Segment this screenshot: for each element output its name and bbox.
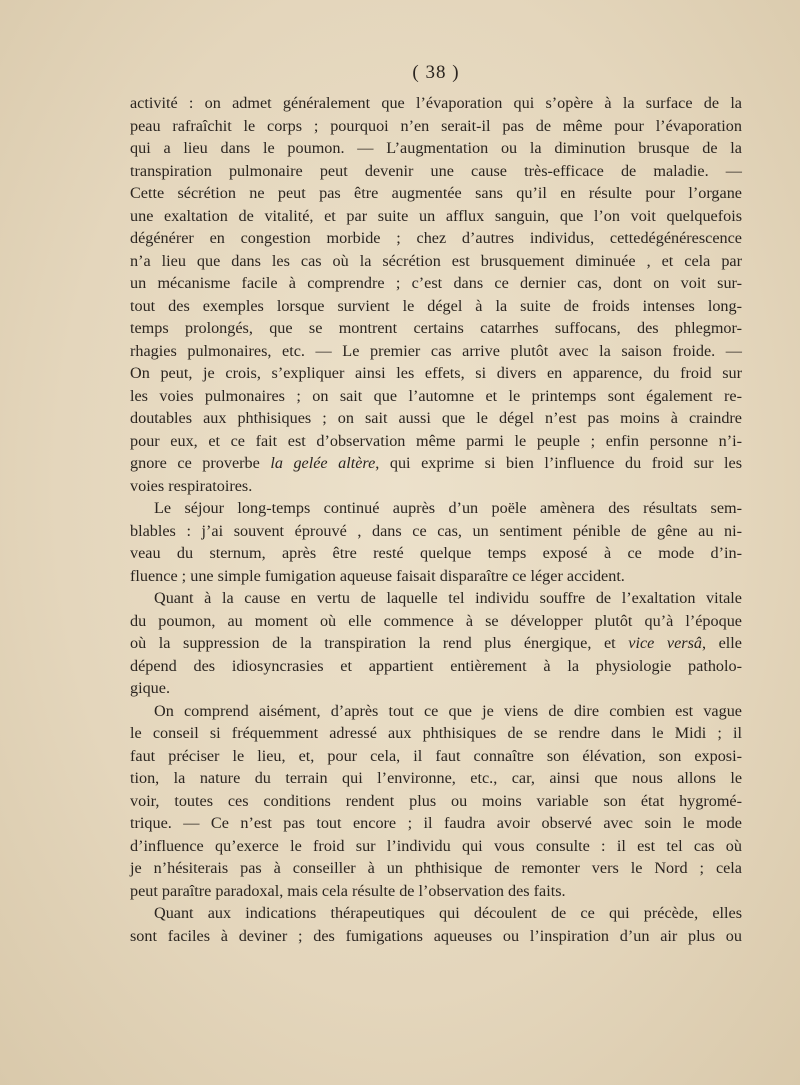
text-line: rhagies pulmonaires, etc. — Le premier cas arrive plutôt avec la saison froide. — — [130, 341, 742, 360]
text-line: pour eux, et ce fait est d’observation même parmi le peuple ; enfin personne n’i- — [130, 431, 742, 450]
text-line: peau rafraîchit le corps ; pourquoi n’en serait-il pas de même pour l’évaporation — [130, 116, 742, 135]
text-line: une exaltation de vitalité, et par suite un afflux sanguin, que l’on voit quelquefois — [130, 206, 742, 225]
italic-phrase: vice versâ — [628, 634, 702, 652]
text-line — [130, 452, 742, 475]
text-line: faut préciser le lieu, et, pour cela, il faut connaître son élévation, son exposi- — [130, 746, 742, 765]
text-line — [130, 632, 742, 655]
text-line: dépend des idiosyncrasies et appartient entièrement à la physiologie patholo- — [130, 656, 742, 675]
italic-phrase: la gelée altère — [270, 454, 376, 472]
text-line: On comprend aisément, d’après tout ce que je viens de dire combien est vague — [154, 701, 742, 720]
text-line: Quant aux indications thérapeutiques qui découlent de ce qui précède, elles — [154, 904, 742, 922]
body-text — [130, 92, 742, 947]
text-line: fluence ; une simple fumigation aqueuse faisait disparaître ce léger accident. — [130, 566, 625, 585]
text-segment: , elle — [701, 634, 742, 652]
text-line: d’influence qu’exerce le froid sur l’individu qui vous consulte : il est tel cas où — [130, 836, 742, 855]
text-line: n’a lieu que dans les cas où la sécrétion est brusquement diminuée , et cela par — [130, 251, 742, 270]
text-line: Quant à la cause en vertu de laquelle tel individu souffre de l’exaltation vitale — [154, 589, 742, 607]
text-line: Le séjour long-temps continué auprès d’un poële amènera des résultats sem- — [154, 499, 742, 517]
text-line: transpiration pulmonaire peut devenir une cause très-efficace de maladie. — — [130, 161, 742, 180]
text-line: activité : on admet généralement que l’évaporation qui s’opère à la surface de la — [130, 94, 742, 112]
page — [130, 58, 742, 947]
text-line: dégénérer en congestion morbide ; chez d’autres individus, cettedégénérescence — [130, 229, 742, 247]
text-line: temps prolongés, que se montrent certains catarrhes suffocans, des phlegmor- — [130, 319, 742, 337]
text-line: sont faciles à deviner ; des fumigations aqueuses ou l’inspiration d’un air plus ou — [130, 926, 742, 945]
text-line: Cette sécrétion ne peut pas être augmentée sans qu’il en résulte pour l’organe — [130, 184, 742, 202]
text-line: On peut, je crois, s’expliquer ainsi les effets, si divers en apparence, du froid sur — [130, 364, 742, 382]
text-line: trique. — Ce n’est pas tout encore ; il faudra avoir observé avec soin le mode — [130, 814, 742, 832]
text-line: je n’hésiterais pas à conseiller à un phthisique de remonter vers le Nord ; cela — [130, 859, 742, 877]
text-segment: , qui exprime si bien l’influence du froid sur les — [375, 454, 742, 472]
text-segment: où la suppression de la transpiration la rend plus énergique, et — [130, 634, 629, 652]
text-line: qui a lieu dans le poumon. — L’augmentation ou la diminution brusque de la — [130, 139, 742, 157]
text-line: un mécanisme facile à comprendre ; c’est dans ce dernier cas, dont on voit sur- — [130, 274, 742, 292]
text-line: les voies pulmonaires ; on sait que l’automne et le printemps sont également re- — [130, 386, 742, 405]
text-line: gique. — [130, 679, 171, 697]
page-number: ( 38 ) — [412, 62, 460, 83]
text-line: doutables aux phthisiques ; on sait aussi que le dégel n’est pas moins à craindre — [130, 409, 742, 427]
text-line: le conseil si fréquemment adressé aux phthisiques de se rendre dans le Midi ; il — [130, 724, 742, 742]
text-line: du poumon, au moment où elle commence à se développer plutôt qu’à l’époque — [130, 611, 742, 630]
text-line: voies respiratoires. — [130, 476, 253, 495]
text-segment: gnore ce proverbe — [130, 454, 271, 472]
text-line: voir, toutes ces conditions rendent plus ou moins variable son état hygromé- — [130, 791, 742, 810]
text-line: blables : j’ai souvent éprouvé , dans ce cas, un sentiment pénible de gêne au ni- — [130, 521, 742, 540]
text-line: veau du sternum, après être resté quelque temps exposé à ce mode d’in- — [130, 544, 742, 562]
text-line: tion, la nature du terrain qui l’environne, etc., car, ainsi que nous allons le — [130, 769, 742, 787]
text-line: peut paraître paradoxal, mais cela résulte de l’observation des faits. — [130, 881, 566, 900]
text-line: tout des exemples lorsque survient le dégel à la suite de froids intenses long- — [130, 296, 742, 315]
